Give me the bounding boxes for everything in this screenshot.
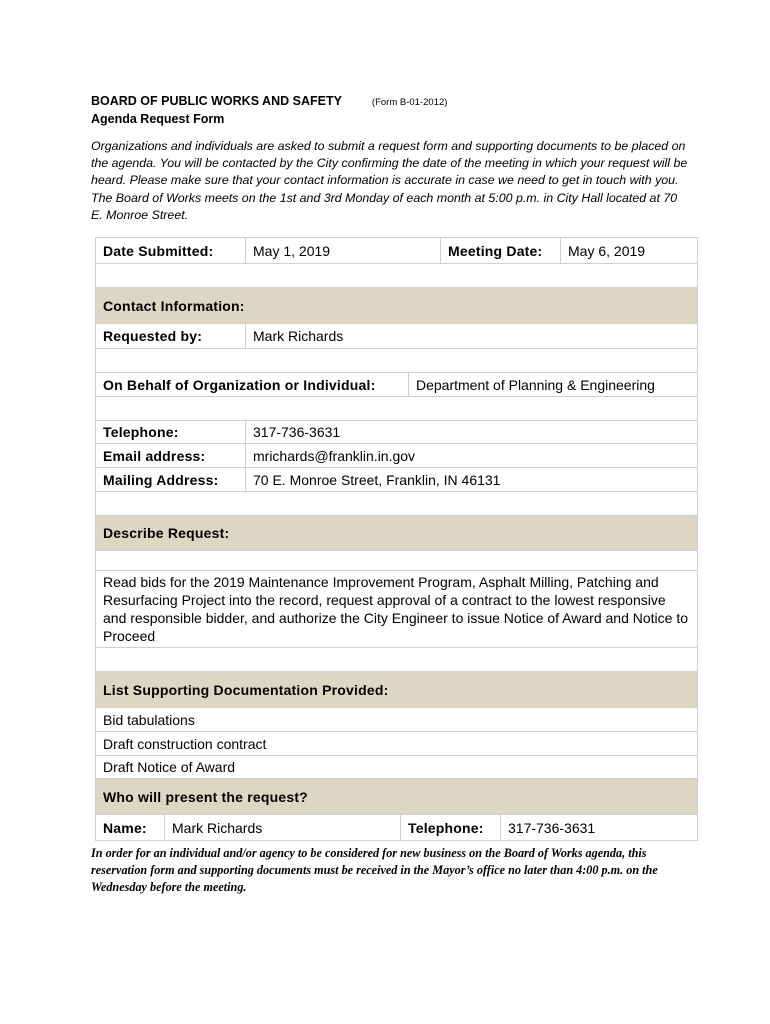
doc-item[interactable]: Draft Notice of Award [103, 759, 236, 775]
spacer-row [96, 264, 697, 288]
doc-row [96, 708, 697, 732]
title-line [91, 93, 691, 111]
date-submitted-field[interactable]: May 1, 2019 [245, 238, 440, 263]
footer-note: In order for an individual and/or agency to be considered for new business on the Board of Works agenda, this reservation form and supporting documents must be received in the Mayor’s office no later than 4:00 p.m. on the Wednesday before the meeting. [91, 846, 658, 894]
intro-paragraph: Organizations and individuals are asked to submit a request form and supporting documents to be placed on the agenda. You will be contacted by the City confirming the date of the meeting in which your request will be heard. Please make sure that your contact information is accurate in case we need to get in touch with you. The Board of Works meets on the 1st and 3rd Monday of each month at 5:00 p.m. in City Hall located at 70 E. Monroe Street. [91, 139, 688, 222]
mailing-row [96, 468, 697, 492]
mailing-field[interactable]: 70 E. Monroe Street, Franklin, IN 46131 [245, 468, 697, 491]
requested-by-label: Requested by: [103, 328, 203, 344]
dates-row [96, 238, 697, 264]
on-behalf-field[interactable]: Department of Planning & Engineering [408, 373, 697, 396]
board-title: BOARD OF PUBLIC WORKS AND SAFETY [91, 94, 342, 108]
presenter-telephone-label: Telephone: [400, 815, 500, 840]
presenter-section-header [96, 779, 697, 815]
telephone-row [96, 421, 697, 444]
request-text-row [96, 571, 697, 648]
form-number: (Form B-01-2012) [371, 97, 448, 108]
telephone-label: Telephone: [103, 424, 179, 440]
presenter-header-label: Who will present the request? [103, 788, 308, 805]
on-behalf-label: On Behalf of Organization or Individual: [103, 376, 376, 393]
meeting-date-field[interactable]: May 6, 2019 [560, 238, 697, 263]
doc-item[interactable]: Draft construction contract [103, 735, 267, 752]
email-label: Email address: [103, 447, 206, 464]
mailing-label: Mailing Address: [103, 471, 219, 488]
describe-header-label: Describe Request: [103, 525, 230, 541]
requested-by-field[interactable]: Mark Richards [245, 324, 697, 348]
form-header [91, 93, 691, 128]
spacer-row [96, 492, 697, 516]
name-field[interactable]: Mark Richards [164, 815, 400, 840]
doc-row [96, 732, 697, 756]
presenter-row [96, 815, 697, 840]
email-field[interactable]: mrichards@franklin.in.gov [245, 444, 697, 467]
docs-section-header [96, 672, 697, 708]
spacer-row [96, 397, 697, 421]
name-label: Name: [103, 819, 147, 836]
spacer-row [96, 648, 697, 672]
meeting-date-label: Meeting Date: [440, 238, 560, 263]
spacer-row [96, 349, 697, 373]
telephone-field[interactable]: 317-736-3631 [245, 421, 697, 443]
email-row [96, 444, 697, 468]
form-subtitle: Agenda Request Form [91, 112, 225, 126]
doc-item[interactable]: Bid tabulations [103, 711, 195, 728]
spacer-row [96, 551, 697, 571]
docs-header-label: List Supporting Documentation Provided: [103, 681, 389, 698]
doc-row [96, 756, 697, 779]
describe-section-header [96, 516, 697, 551]
agenda-request-form [95, 237, 698, 841]
date-submitted-label: Date Submitted: [103, 242, 214, 259]
requested-by-row [96, 324, 697, 349]
contact-header-label: Contact Information: [103, 297, 245, 314]
request-text-field[interactable]: Read bids for the 2019 Maintenance Improvement Program, Asphalt Milling, Patching and Resurfacing Project into the record, request approval of a contract to the lowest responsive and responsible bidder, and authorize the City Engineer to issue Notice of Award and Notice to Proceed [103, 574, 688, 644]
on-behalf-row [96, 373, 697, 397]
contact-section-header [96, 288, 697, 324]
presenter-telephone-field[interactable]: 317-736-3631 [500, 815, 697, 840]
